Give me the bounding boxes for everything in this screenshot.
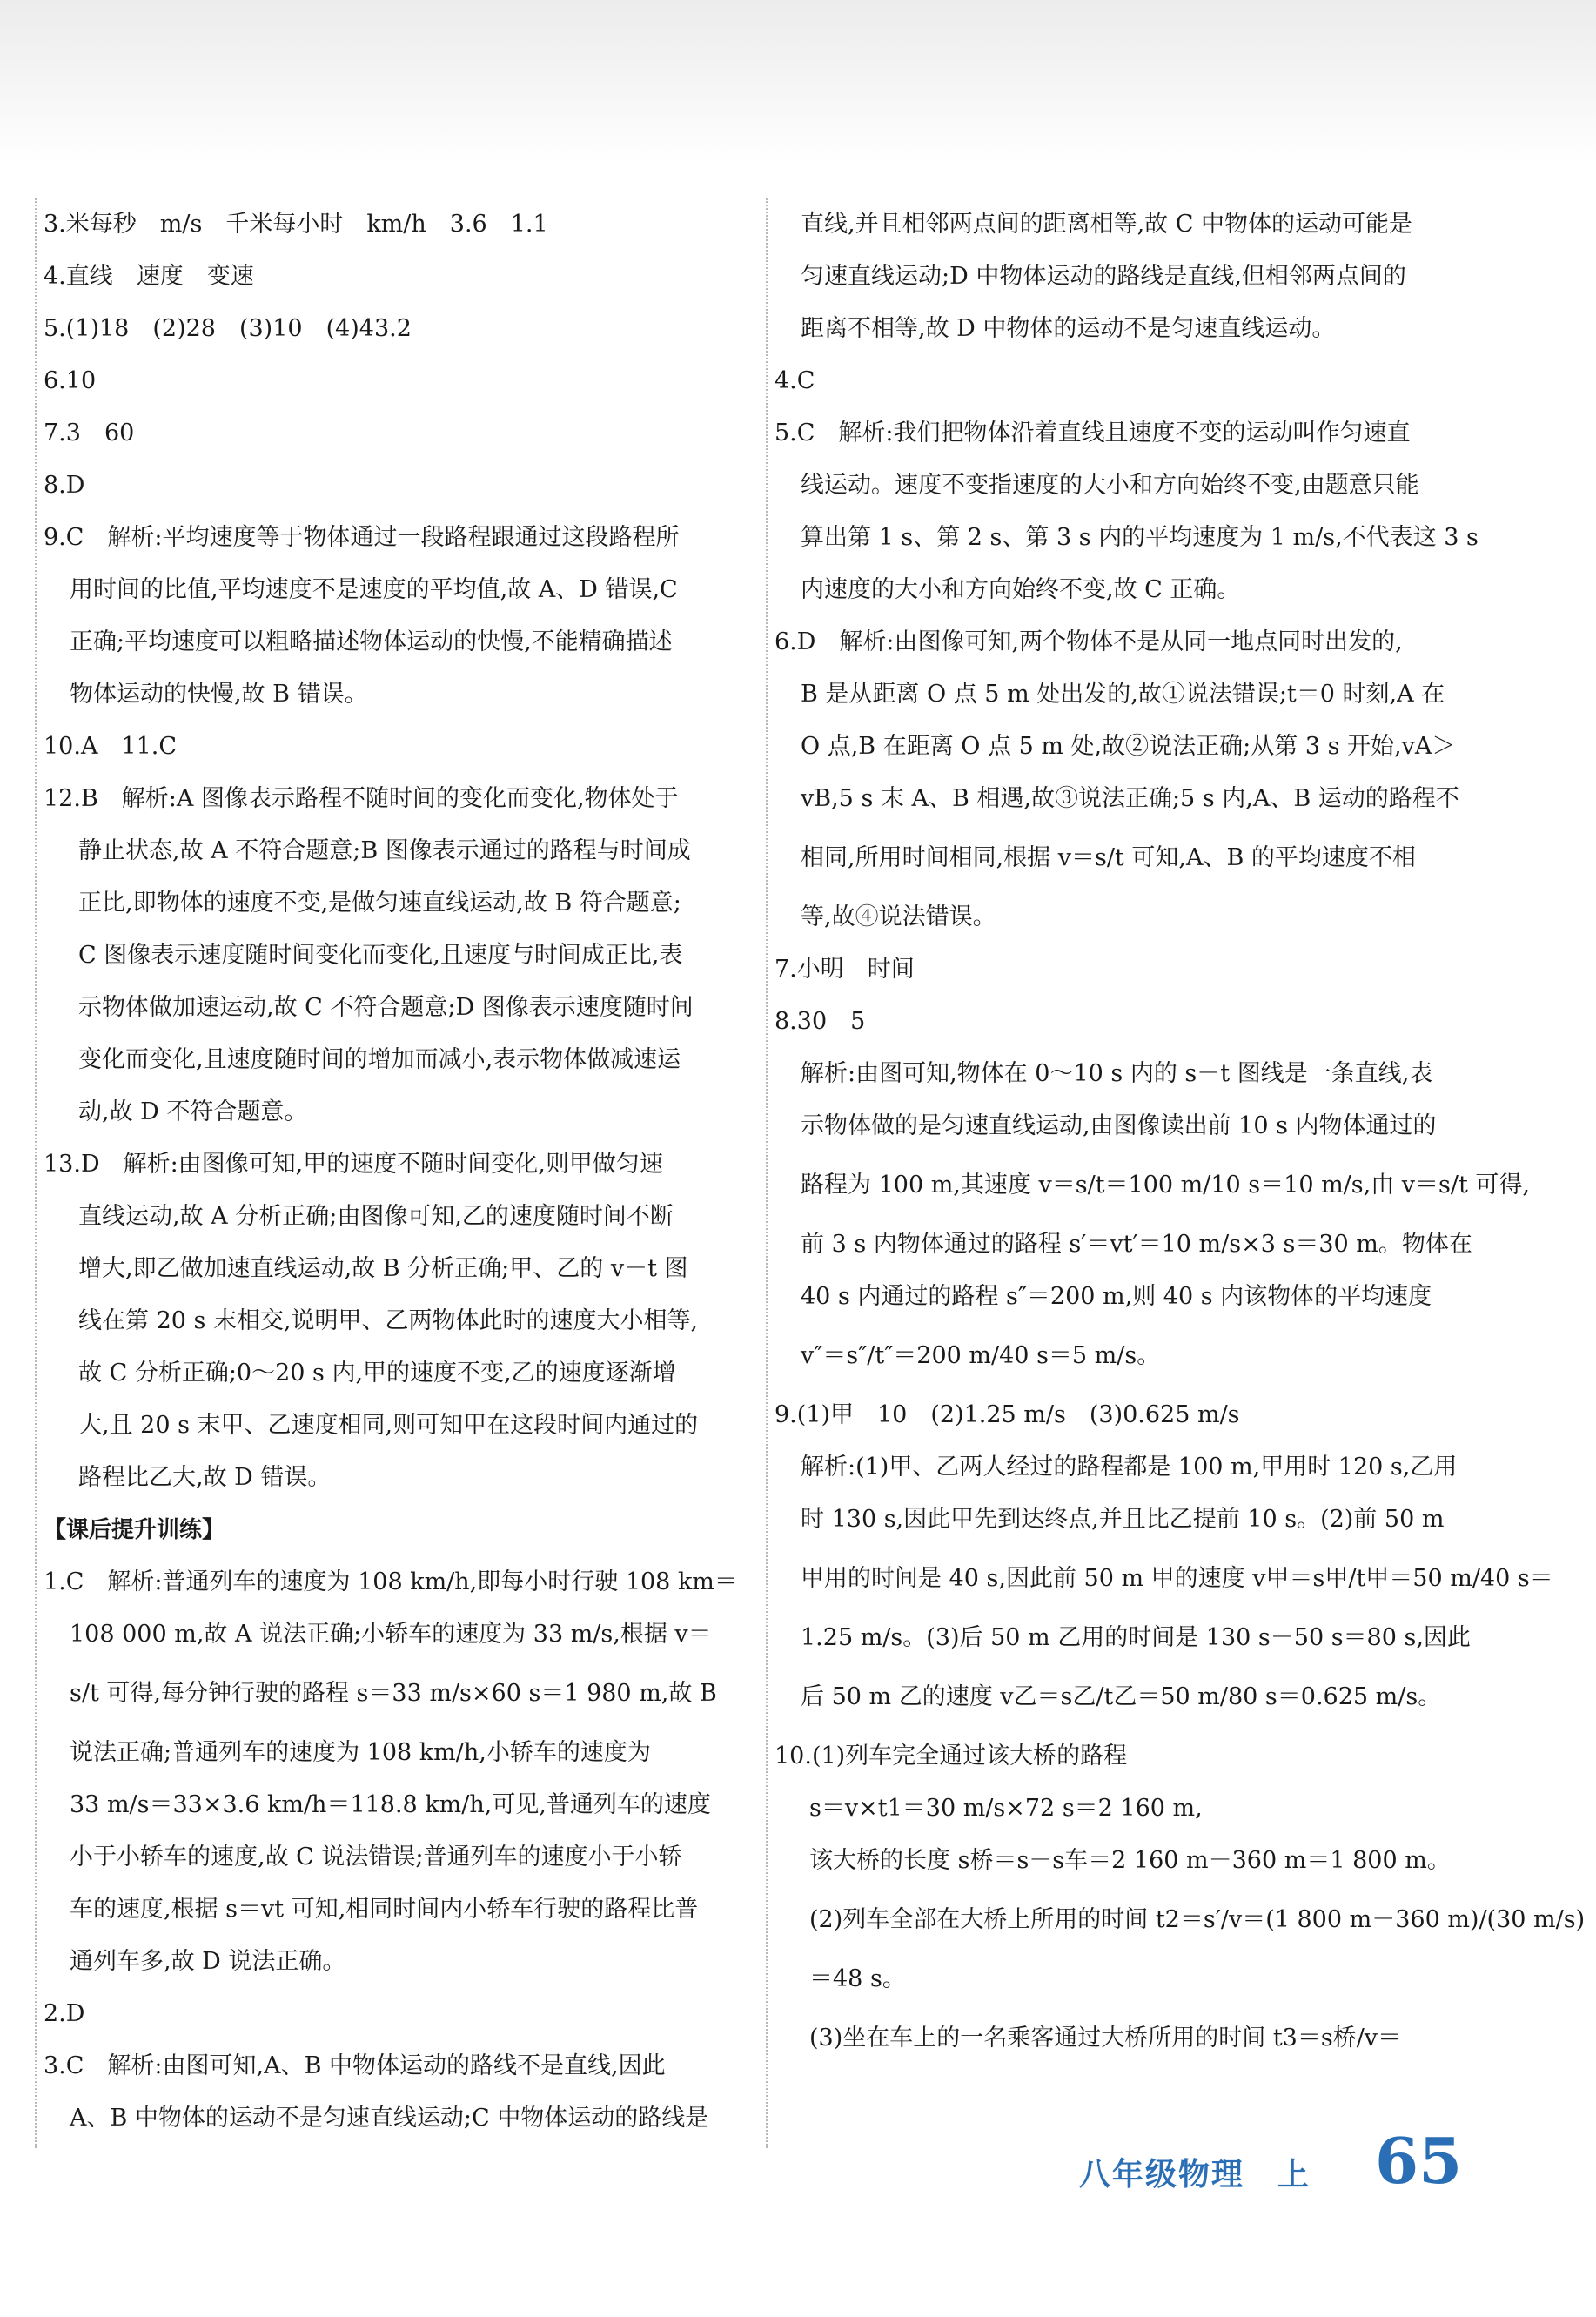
text-line: 距离不相等,故 D 中物体的运动不是匀速直线运动。 — [801, 315, 1336, 342]
text-line: 9.C 解析:平均速度等于物体通过一段路程跟通过这段路程所 — [44, 524, 680, 551]
text-line: A、B 中物体的运动不是匀速直线运动;C 中物体运动的路线是 — [70, 2105, 709, 2132]
text-line: 线在第 20 s 末相交,说明甲、乙两物体此时的速度大小相等, — [78, 1307, 699, 1334]
text-line: 时 130 s,因此甲先到达终点,并且比乙提前 10 s。(2)前 50 m — [801, 1506, 1445, 1533]
text-line: 33 m/s＝33×3.6 km/h＝118.8 km/h,可见,普通列车的速度 — [70, 1791, 711, 1818]
text-line: 算出第 1 s、第 2 s、第 3 s 内的平均速度为 1 m/s,不代表这 3 s — [801, 524, 1479, 551]
text-line: 40 s 内通过的路程 s″＝200 m,则 40 s 内该物体的平均速度 — [801, 1283, 1432, 1310]
text-line: 路程为 100 m,其速度 v＝s/t＝100 m/10 s＝10 m/s,由 v＝s/t 可得, — [801, 1172, 1531, 1199]
text-line: 静止状态,故 A 不符合题意;B 图像表示通过的路程与时间成 — [78, 837, 691, 864]
text-line: 解析:(1)甲、乙两人经过的路程都是 100 m,甲用时 120 s,乙用 — [801, 1454, 1458, 1481]
text-line: ＝48 s。 — [809, 1965, 906, 1992]
text-line: 等,故④说法错误。 — [801, 903, 996, 930]
text-line: 大,且 20 s 末甲、乙速度相同,则可知甲在这段时间内通过的 — [78, 1412, 699, 1439]
text-line: C 图像表示速度随时间变化而变化,且速度与时间成正比,表 — [78, 942, 683, 969]
text-line: 1.C 解析:普通列车的速度为 108 km/h,即每小时行驶 108 km＝ — [44, 1568, 738, 1595]
text-line: 6.D 解析:由图像可知,两个物体不是从同一地点同时出发的, — [775, 628, 1403, 655]
text-line: 该大桥的长度 s桥＝s－s车＝2 160 m－360 m＝1 800 m。 — [809, 1847, 1451, 1874]
text-line: 内速度的大小和方向始终不变,故 C 正确。 — [801, 576, 1241, 603]
text-line: 6.10 — [44, 367, 97, 394]
text-line: 4.直线 速度 变速 — [44, 263, 254, 290]
text-line: (3)坐在车上的一名乘客通过大桥所用的时间 t3＝s桥/v＝ — [809, 2025, 1402, 2052]
text-line: 后 50 m 乙的速度 v乙＝s乙/t乙＝50 m/80 s＝0.625 m/s。 — [801, 1683, 1442, 1710]
text-line: 示物体做加速运动,故 C 不符合题意;D 图像表示速度随时间 — [78, 994, 694, 1021]
text-line: 108 000 m,故 A 说法正确;小轿车的速度为 33 m/s,根据 v＝ — [70, 1621, 712, 1648]
right-column — [766, 198, 1586, 2148]
text-line: 通列车多,故 D 说法正确。 — [70, 1948, 346, 1975]
text-line: 12.B 解析:A 图像表示路程不随时间的变化而变化,物体处于 — [44, 785, 679, 812]
text-line: 3.米每秒 m/s 千米每小时 km/h 3.6 1.1 — [44, 211, 548, 238]
text-line: (2)列车全部在大桥上所用的时间 t2＝s′/v＝(1 800 m－360 m)/(30 m/s) — [809, 1906, 1586, 1933]
text-line: 相同,所用时间相同,根据 v＝s/t 可知,A、B 的平均速度不相 — [801, 844, 1416, 871]
text-line: 2.D — [44, 2000, 85, 2027]
text-line: 8.30 5 — [775, 1008, 866, 1035]
text-line: 路程比乙大,故 D 错误。 — [78, 1464, 332, 1491]
text-line: v″＝s″/t″＝200 m/40 s＝5 m/s。 — [801, 1342, 1161, 1369]
text-line: 【课后提升训练】 — [44, 1517, 225, 1543]
text-line: 小于小轿车的速度,故 C 说法错误;普通列车的速度小于小轿 — [70, 1844, 682, 1870]
text-line: 直线运动,故 A 分析正确;由图像可知,乙的速度随时间不断 — [78, 1203, 674, 1230]
text-line: 13.D 解析:由图像可知,甲的速度不随时间变化,则甲做匀速 — [44, 1151, 663, 1178]
text-line: 甲用的时间是 40 s,因此前 50 m 甲的速度 v甲＝s甲/t甲＝50 m/40 s＝ — [801, 1565, 1553, 1592]
text-line: 匀速直线运动;D 中物体运动的路线是直线,但相邻两点间的 — [801, 263, 1406, 290]
text-line: B 是从距离 O 点 5 m 处出发的,故①说法错误;t＝0 时刻,A 在 — [801, 681, 1445, 708]
text-line: 4.C — [775, 367, 815, 394]
text-line: vB,5 s 末 A、B 相遇,故③说法正确;5 s 内,A、B 运动的路程不 — [801, 785, 1459, 812]
left-column — [35, 198, 757, 2148]
text-line: 示物体做的是匀速直线运动,由图像读出前 10 s 内物体通过的 — [801, 1112, 1437, 1139]
text-line: 10.A 11.C — [44, 733, 178, 760]
text-line: 3.C 解析:由图可知,A、B 中物体运动的路线不是直线,因此 — [44, 2052, 666, 2079]
text-line: 7.小明 时间 — [775, 956, 915, 983]
text-line: 正比,即物体的速度不变,是做匀速直线运动,故 B 符合题意; — [78, 890, 681, 917]
page-header-shade — [0, 0, 1596, 165]
text-line: 动,故 D 不符合题意。 — [78, 1098, 308, 1125]
text-line: 5.C 解析:我们把物体沿着直线且速度不变的运动叫作匀速直 — [775, 420, 1411, 447]
text-line: O 点,B 在距离 O 点 5 m 处,故②说法正确;从第 3 s 开始,vA＞ — [801, 733, 1456, 760]
text-line: 5.(1)18 (2)28 (3)10 (4)43.2 — [44, 315, 412, 342]
text-line: 1.25 m/s。(3)后 50 m 乙用的时间是 130 s－50 s＝80 s,因此 — [801, 1624, 1471, 1651]
text-line: 线运动。速度不变指速度的大小和方向始终不变,由题意只能 — [801, 472, 1419, 499]
text-line: 9.(1)甲 10 (2)1.25 m/s (3)0.625 m/s — [775, 1401, 1240, 1428]
footer-subject: 八年级物理 上 — [1079, 2157, 1311, 2193]
text-line: 用时间的比值,平均速度不是速度的平均值,故 A、D 错误,C — [70, 576, 678, 603]
text-line: 故 C 分析正确;0～20 s 内,甲的速度不变,乙的速度逐渐增 — [78, 1360, 676, 1387]
text-line: 物体运动的快慢,故 B 错误。 — [70, 681, 368, 708]
text-line: 车的速度,根据 s＝vt 可知,相同时间内小轿车行驶的路程比普 — [70, 1896, 699, 1923]
text-line: s＝v×t1＝30 m/s×72 s＝2 160 m, — [809, 1795, 1203, 1822]
text-line: s/t 可得,每分钟行驶的路程 s＝33 m/s×60 s＝1 980 m,故 B — [70, 1680, 717, 1707]
text-line: 正确;平均速度可以粗略描述物体运动的快慢,不能精确描述 — [70, 628, 673, 655]
text-line: 解析:由图可知,物体在 0～10 s 内的 s－t 图线是一条直线,表 — [801, 1060, 1433, 1087]
text-line: 变化而变化,且速度随时间的增加而减小,表示物体做减速运 — [78, 1046, 681, 1073]
text-line: 直线,并且相邻两点间的距离相等,故 C 中物体的运动可能是 — [801, 211, 1412, 238]
text-line: 前 3 s 内物体通过的路程 s′＝vt′＝10 m/s×3 s＝30 m。物体在 — [801, 1231, 1472, 1258]
text-line: 10.(1)列车完全通过该大桥的路程 — [775, 1743, 1128, 1770]
text-line: 说法正确;普通列车的速度为 108 km/h,小轿车的速度为 — [70, 1739, 651, 1766]
page-number: 65 — [1375, 2124, 1463, 2198]
text-line: 8.D — [44, 472, 85, 499]
text-line: 增大,即乙做加速直线运动,故 B 分析正确;甲、乙的 v－t 图 — [78, 1255, 688, 1282]
text-line: 7.3 60 — [44, 420, 135, 447]
